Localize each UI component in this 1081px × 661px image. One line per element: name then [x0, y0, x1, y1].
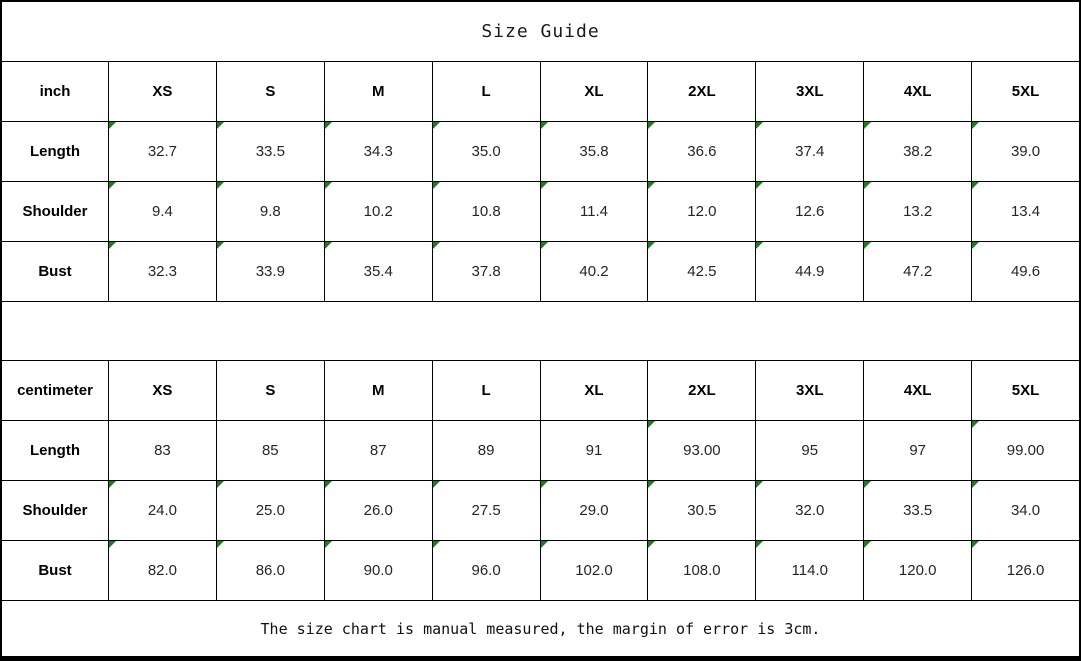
unit-header-cell: centimeter	[2, 361, 108, 420]
value-cell: 42.5	[648, 242, 755, 301]
row-label-cell: Bust	[2, 541, 108, 600]
row-label-cell: Shoulder	[2, 481, 108, 540]
size-header-cell: 2XL	[648, 62, 755, 121]
value-cell: 82.0	[109, 541, 216, 600]
value-cell: 91	[541, 421, 648, 480]
value-cell: 33.5	[864, 481, 971, 540]
value-cell: 47.2	[864, 242, 971, 301]
value-cell: 90.0	[325, 541, 432, 600]
green-corner-flag-icon	[541, 481, 548, 488]
green-corner-flag-icon	[325, 481, 332, 488]
value-cell: 99.00	[972, 421, 1079, 480]
value-cell: 9.8	[217, 182, 324, 241]
size-header-cell: 5XL	[972, 62, 1079, 121]
green-corner-flag-icon	[972, 182, 979, 189]
row-label-cell: Bust	[2, 242, 108, 301]
value-cell: 39.0	[972, 122, 1079, 181]
green-corner-flag-icon	[325, 122, 332, 129]
value-cell: 85	[217, 421, 324, 480]
green-corner-flag-icon	[756, 242, 763, 249]
green-corner-flag-icon	[217, 122, 224, 129]
green-corner-flag-icon	[648, 481, 655, 488]
green-corner-flag-icon	[217, 541, 224, 548]
green-corner-flag-icon	[433, 481, 440, 488]
size-header-cell: L	[433, 62, 540, 121]
value-cell: 89	[433, 421, 540, 480]
value-cell: 102.0	[541, 541, 648, 600]
section-divider-row	[2, 301, 1079, 361]
value-cell: 87	[325, 421, 432, 480]
value-cell: 108.0	[648, 541, 755, 600]
inch-section	[2, 62, 1079, 301]
value-cell: 13.2	[864, 182, 971, 241]
value-cell: 37.8	[433, 242, 540, 301]
value-cell: 32.7	[109, 122, 216, 181]
measurement-note: The size chart is manual measured, the margin of error is 3cm.	[2, 600, 1079, 656]
green-corner-flag-icon	[541, 122, 548, 129]
green-corner-flag-icon	[541, 541, 548, 548]
size-header-cell: XS	[109, 361, 216, 420]
green-corner-flag-icon	[972, 541, 979, 548]
value-cell: 86.0	[217, 541, 324, 600]
value-cell: 24.0	[109, 481, 216, 540]
size-header-cell: S	[217, 62, 324, 121]
size-guide-title: Size Guide	[2, 2, 1079, 62]
value-cell: 10.8	[433, 182, 540, 241]
green-corner-flag-icon	[109, 122, 116, 129]
value-cell: 120.0	[864, 541, 971, 600]
green-corner-flag-icon	[217, 182, 224, 189]
value-cell: 32.0	[756, 481, 863, 540]
green-corner-flag-icon	[109, 541, 116, 548]
value-cell: 44.9	[756, 242, 863, 301]
value-cell: 126.0	[972, 541, 1079, 600]
size-header-cell: XL	[541, 361, 648, 420]
green-corner-flag-icon	[864, 541, 871, 548]
value-cell: 32.3	[109, 242, 216, 301]
green-corner-flag-icon	[864, 242, 871, 249]
size-header-cell: 3XL	[756, 361, 863, 420]
value-cell: 96.0	[433, 541, 540, 600]
size-header-cell: 4XL	[864, 62, 971, 121]
green-corner-flag-icon	[433, 182, 440, 189]
value-cell: 37.4	[756, 122, 863, 181]
green-corner-flag-icon	[864, 481, 871, 488]
green-corner-flag-icon	[756, 541, 763, 548]
green-corner-flag-icon	[325, 242, 332, 249]
green-corner-flag-icon	[325, 541, 332, 548]
value-cell: 11.4	[541, 182, 648, 241]
size-header-cell: 5XL	[972, 361, 1079, 420]
green-corner-flag-icon	[217, 242, 224, 249]
size-header-cell: M	[325, 62, 432, 121]
size-header-cell: 4XL	[864, 361, 971, 420]
value-cell: 30.5	[648, 481, 755, 540]
unit-header-cell: inch	[2, 62, 108, 121]
size-header-cell: L	[433, 361, 540, 420]
value-cell: 95	[756, 421, 863, 480]
value-cell: 97	[864, 421, 971, 480]
value-cell: 26.0	[325, 481, 432, 540]
green-corner-flag-icon	[217, 481, 224, 488]
green-corner-flag-icon	[433, 242, 440, 249]
value-cell: 33.5	[217, 122, 324, 181]
green-corner-flag-icon	[433, 541, 440, 548]
value-cell: 38.2	[864, 122, 971, 181]
value-cell: 9.4	[109, 182, 216, 241]
green-corner-flag-icon	[648, 242, 655, 249]
value-cell: 29.0	[541, 481, 648, 540]
value-cell: 25.0	[217, 481, 324, 540]
value-cell: 35.8	[541, 122, 648, 181]
value-cell: 93.00	[648, 421, 755, 480]
green-corner-flag-icon	[109, 242, 116, 249]
value-cell: 36.6	[648, 122, 755, 181]
green-corner-flag-icon	[541, 182, 548, 189]
green-corner-flag-icon	[648, 541, 655, 548]
green-corner-flag-icon	[648, 182, 655, 189]
green-corner-flag-icon	[972, 421, 979, 428]
value-cell: 35.4	[325, 242, 432, 301]
green-corner-flag-icon	[109, 481, 116, 488]
value-cell: 13.4	[972, 182, 1079, 241]
green-corner-flag-icon	[972, 481, 979, 488]
value-cell: 114.0	[756, 541, 863, 600]
row-label-cell: Shoulder	[2, 182, 108, 241]
green-corner-flag-icon	[972, 242, 979, 249]
row-label-cell: Length	[2, 421, 108, 480]
value-cell: 27.5	[433, 481, 540, 540]
green-corner-flag-icon	[756, 481, 763, 488]
value-cell: 33.9	[217, 242, 324, 301]
value-cell: 12.0	[648, 182, 755, 241]
value-cell: 35.0	[433, 122, 540, 181]
value-cell: 49.6	[972, 242, 1079, 301]
value-cell: 10.2	[325, 182, 432, 241]
green-corner-flag-icon	[109, 182, 116, 189]
centimeter-section	[2, 361, 1079, 600]
size-header-cell: XL	[541, 62, 648, 121]
row-label-cell: Length	[2, 122, 108, 181]
green-corner-flag-icon	[756, 122, 763, 129]
green-corner-flag-icon	[648, 122, 655, 129]
green-corner-flag-icon	[864, 182, 871, 189]
green-corner-flag-icon	[433, 122, 440, 129]
size-header-cell: M	[325, 361, 432, 420]
size-header-cell: 2XL	[648, 361, 755, 420]
green-corner-flag-icon	[648, 421, 655, 428]
value-cell: 34.3	[325, 122, 432, 181]
green-corner-flag-icon	[864, 122, 871, 129]
size-header-cell: S	[217, 361, 324, 420]
green-corner-flag-icon	[541, 242, 548, 249]
value-cell: 40.2	[541, 242, 648, 301]
green-corner-flag-icon	[325, 182, 332, 189]
green-corner-flag-icon	[756, 182, 763, 189]
value-cell: 83	[109, 421, 216, 480]
green-corner-flag-icon	[972, 122, 979, 129]
size-header-cell: 3XL	[756, 62, 863, 121]
size-header-cell: XS	[109, 62, 216, 121]
value-cell: 34.0	[972, 481, 1079, 540]
value-cell: 12.6	[756, 182, 863, 241]
